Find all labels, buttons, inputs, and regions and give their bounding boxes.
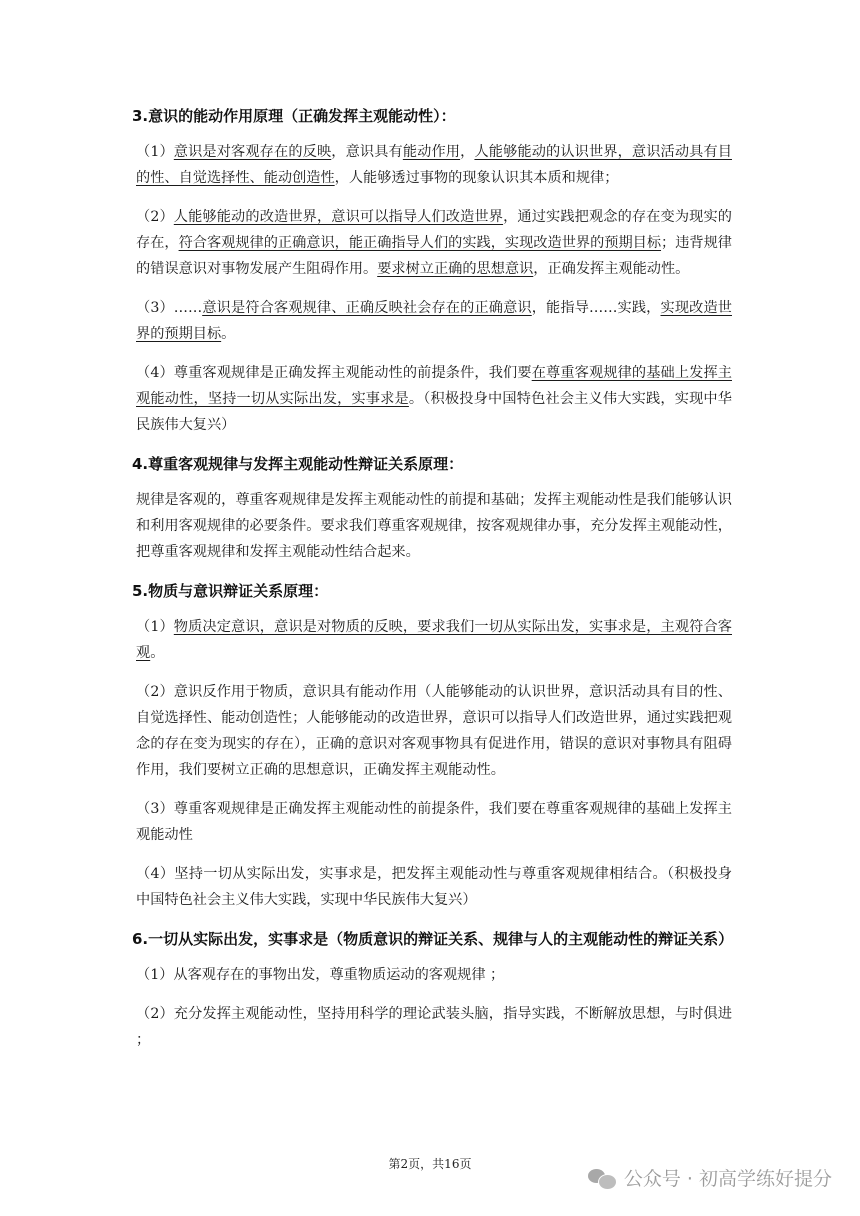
text-segment: （3）尊重客观规律是正确发挥主观能动性的前提条件，我们要在尊重客观规律的基础上发挥主观能动性 [136, 801, 732, 843]
section-title: 5.物质与意识辩证关系原理： [132, 582, 329, 600]
text-segment: ，意识具有 [331, 144, 403, 160]
watermark [588, 1164, 832, 1191]
paragraph [132, 679, 732, 783]
underlined-text: 人能够能动的认识世界，意识活动具有目的性、自觉选择性、能动创造性 [136, 144, 732, 186]
underlined-text: 意识是符合客观规律、正确反映社会存在的正确意识 [202, 300, 532, 316]
wechat-icon [588, 1167, 616, 1189]
text-segment: （2）意识反作用于物质，意识具有能动作用（人能够能动的认识世界，意识活动具有目的性、自觉选择性、能动创造性；人能够能动的改造世界，意识可以指导人们改造世界，通过实践把观念的存在变为现实的存在），正确的意识对客观事物具有促进作用，错误的意识对事物具有阻碍作用，我们要树立正确的思想意识，正确发挥主观能动性。 [136, 684, 732, 778]
paragraph [132, 295, 732, 347]
text-segment: （3）…… [136, 300, 203, 316]
paragraph [132, 796, 732, 848]
text-segment: （2） [136, 209, 174, 225]
underlined-text: 物质决定意识，意识是对物质的反映，要求我们一切从实际出发，实事求是，主观符合客观 [136, 619, 732, 661]
paragraph [132, 962, 732, 988]
text-segment: （4）坚持一切从实际出发，实事求是，把发挥主观能动性与尊重客观规律相结合。（积极投身中国特色社会主义伟大实践，实现中华民族伟大复兴） [136, 866, 732, 908]
text-segment: ，正确发挥主观能动性。 [533, 261, 690, 277]
paragraph [132, 487, 732, 565]
underlined-text: 在尊重客观规律的基础上发挥主观能动性，坚持一切从实际出发，实事求是 [136, 365, 732, 407]
text-segment: 规律是客观的，尊重客观规律是发挥主观能动性的前提和基础；发挥主观能动性是我们能够认识和利用客观规律的必要条件。要求我们尊重客观规律，按客观规律办事，充分发挥主观能动性，把尊重客观规律和发挥主观能动性结合起来。 [136, 492, 732, 560]
text-segment: （2）充分发挥主观能动性，坚持用科学的理论武装头脑，指导实践，不断解放思想，与时俱进 ； [136, 1006, 732, 1048]
text-segment: ，人能够透过事物的现象认识其本质和规律； [334, 170, 619, 186]
document-content [132, 103, 732, 1066]
text-segment: ，通过实践把观念的存在变为现实的存在， [136, 209, 732, 251]
text-segment: （1） [136, 619, 174, 635]
text-segment: ，能指导……实践， [531, 300, 661, 316]
paragraph [132, 1001, 732, 1053]
text-segment: 。 [221, 326, 236, 342]
underlined-text: 要求树立正确的思想意识 [377, 261, 534, 277]
paragraph [132, 360, 732, 438]
text-segment: （4）尊重客观规律是正确发挥主观能动性的前提条件，我们要 [136, 365, 532, 381]
text-segment: 。（积极投身中国特色社会主义伟大实践，实现中华民族伟大复兴） [136, 391, 732, 433]
text-segment: ， [460, 144, 475, 160]
underlined-text: 能动作用 [402, 144, 461, 160]
text-segment: 。 [150, 645, 165, 661]
underlined-text: 人能够能动的改造世界，意识可以指导人们改造世界 [173, 209, 504, 225]
paragraph [132, 204, 732, 282]
underlined-text: 符合客观规律的正确意识，能正确指导人们的实践，实现改造世界的预期目标 [178, 235, 662, 251]
underlined-text: 实现改造世界的预期目标 [136, 300, 732, 342]
paragraph [132, 614, 732, 666]
watermark-text: 公众号 · 初高学练好提分 [623, 1168, 832, 1190]
section-title: 3.意识的能动作用原理（正确发挥主观能动性）： [132, 107, 456, 125]
text-segment: （1）从客观存在的事物出发，尊重物质运动的客观规律 ； [136, 967, 505, 983]
section-title: 6.一切从实际出发，实事求是（物质意识的辩证关系、规律与人的主观能动性的辩证关系） [132, 930, 734, 948]
page-number: 第2页，共16页 [388, 1157, 472, 1171]
text-segment: ；违背规律的错误意识对事物发展产生阻碍作用。 [136, 235, 732, 277]
paragraph [132, 139, 732, 191]
paragraph [132, 861, 732, 913]
text-segment: （1） [136, 144, 174, 160]
underlined-text: 意识是对客观存在的反映 [173, 144, 332, 160]
section-title: 4.尊重客观规律与发挥主观能动性辩证关系原理： [132, 455, 464, 473]
